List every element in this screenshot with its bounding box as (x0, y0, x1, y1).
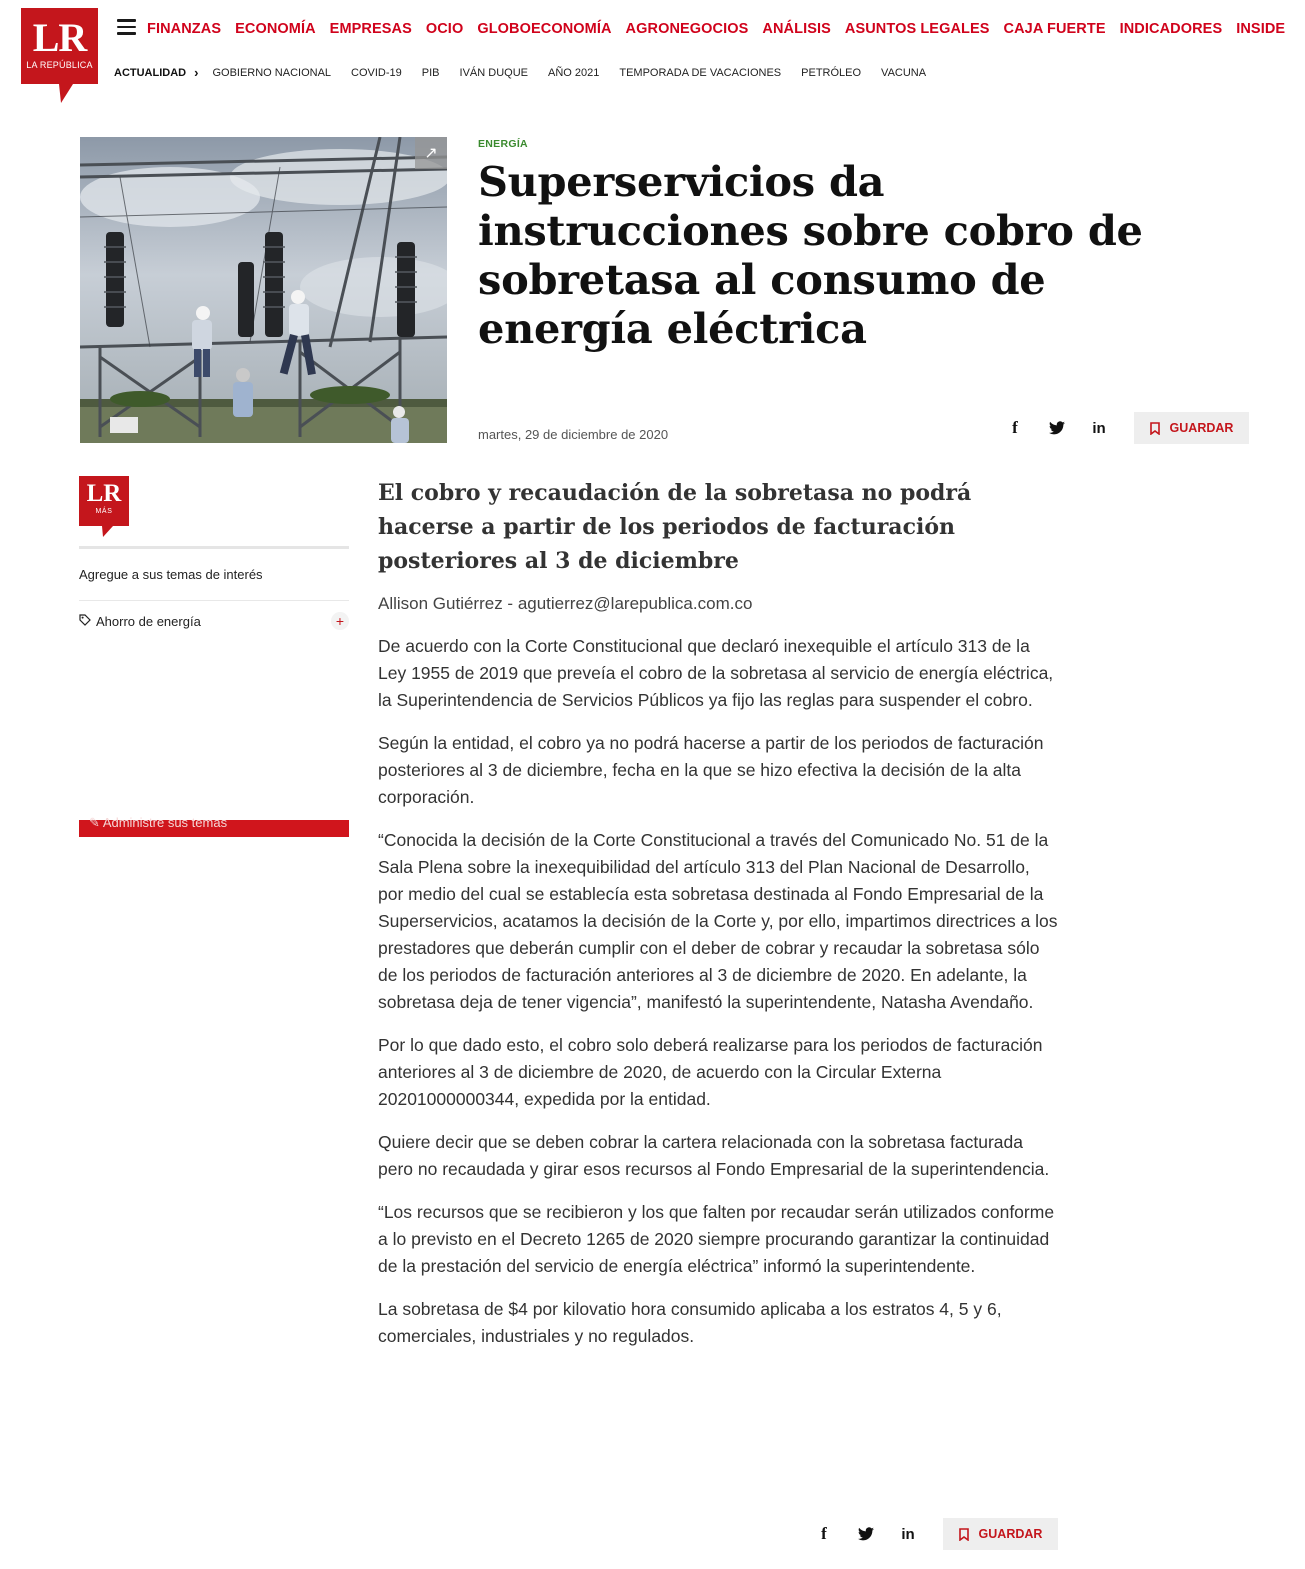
logo-subtitle: LA REPÚBLICA (26, 60, 93, 70)
main-nav (147, 21, 1299, 37)
trending-label: ACTUALIDAD (114, 66, 187, 79)
facebook-icon[interactable]: f (1012, 418, 1018, 437)
nav-globoeconomia[interactable]: GLOBOECONOMÍA (477, 21, 612, 37)
nav-agronegocios[interactable]: AGRONEGOCIOS (625, 21, 749, 37)
nav-asuntos-legales[interactable]: ASUNTOS LEGALES (844, 21, 990, 37)
expand-image-button[interactable] (415, 137, 447, 169)
logo-text: LR (32, 15, 87, 60)
trending-item[interactable]: IVÁN DUQUE (459, 66, 528, 79)
article-paragraph: Por lo que dado esto, el cobro solo deberá realizarse para los periodos de facturación anteriores al 3 de diciembre de 2020, de acuerdo con la Circular Externa 20201000000344, expedida por la entidad. (378, 1035, 1043, 1109)
pencil-icon: ✎ (89, 815, 100, 830)
twitter-icon[interactable] (856, 1524, 876, 1544)
tag-icon (79, 614, 91, 629)
share-bar-bottom (814, 1518, 1058, 1550)
lr-mas-logo[interactable] (79, 476, 129, 538)
chevron-right-icon: › (194, 65, 199, 80)
lr-mas-subtitle: MÁS (95, 508, 113, 515)
nav-economia[interactable]: ECONOMÍA (235, 21, 316, 37)
article-body (378, 633, 1058, 1366)
arrow-expand-icon: ↗ (424, 145, 438, 162)
topic-item (79, 612, 349, 630)
trending-nav (114, 65, 946, 80)
add-topic-button[interactable]: + (331, 612, 349, 630)
topic-label: Ahorro de energía (96, 613, 201, 629)
trending-item[interactable]: COVID-19 (351, 66, 402, 79)
article-paragraph: De acuerdo con la Corte Constitucional que declaró inexequible el artículo 313 de la Ley 1955 de 2019 que preveía el cobro de la sobretasa al servicio de energía eléctrica, la Superintendencia de Servicios Públicos ya fijo las reglas para suspender el cobro. (378, 636, 1054, 710)
article-byline: Allison Gutiérrez - agutierrez@larepublica.com.co (378, 594, 753, 613)
sidebar-separator (79, 600, 349, 601)
site-logo[interactable] (21, 8, 98, 104)
manage-topics-label: Administre sus temas (102, 815, 228, 830)
article-paragraph: La sobretasa de $4 por kilovatio hora consumido aplicaba a los estratos 4, 5 y 6, comerciales, industriales y no regulados. (378, 1299, 1002, 1346)
article-paragraph: Quiere decir que se deben cobrar la cartera relacionada con la sobretasa facturada pero no recaudada y girar esos recursos al Fondo Empresarial de la superintendencia. (378, 1132, 1050, 1179)
nav-ocio[interactable]: OCIO (425, 21, 464, 37)
save-label: GUARDAR (978, 1527, 1043, 1541)
article-paragraph: “Conocida la decisión de la Corte Constitucional a través del Comunicado No. 51 de la Sala Plena sobre la inexequibilidad del artículo 313 del Plan Nacional de Desarrollo, por medio del cual se establecía esta sobretasa destinada al Fondo Empresarial de la Superservicios, acatamos la decisión de la Corte y, por ello, impartimos directrices a los prestadores que deberán cumplir con el deber de cobrar y recaudar la sobretasa sólo de los periodos de facturación anteriores al 3 de diciembre de 2020. En adelante, la sobretasa deja de tener vigencia”, manifestó la superintendente, Natasha Avendaño. (378, 830, 1058, 1012)
nav-indicadores[interactable]: INDICADORES (1119, 21, 1223, 37)
nav-analisis[interactable]: ANÁLISIS (762, 21, 831, 37)
facebook-icon[interactable]: f (821, 1524, 827, 1543)
trending-item[interactable]: AÑO 2021 (547, 66, 600, 79)
trending-item[interactable]: PETRÓLEO (801, 66, 862, 79)
twitter-icon[interactable] (1047, 418, 1067, 438)
bookmark-icon (959, 1528, 969, 1541)
section-tag[interactable]: ENERGÍA (478, 138, 528, 150)
trending-item[interactable]: TEMPORADA DE VACACIONES (619, 66, 782, 79)
article-title: Superservicios da instrucciones sobre cobro de sobretasa al consumo de energía eléctrica (478, 157, 1143, 353)
trending-item[interactable]: VACUNA (881, 66, 927, 79)
save-label: GUARDAR (1169, 421, 1234, 435)
nav-empresas[interactable]: EMPRESAS (329, 21, 412, 37)
save-button[interactable] (1134, 412, 1249, 444)
article-photo[interactable] (80, 137, 447, 443)
share-bar-top (1005, 412, 1249, 444)
menu-icon[interactable] (117, 19, 136, 35)
nav-finanzas[interactable]: FINANZAS (147, 21, 222, 37)
article-lede: El cobro y recaudación de la sobretasa no podrá hacerse a partir de los periodos de facturación posteriores al 3 de diciembre (378, 480, 972, 574)
article-paragraph: Según la entidad, el cobro ya no podrá hacerse a partir de los periodos de facturación posteriores al 3 de diciembre, fecha en la que se hizo efectiva la decisión de la alta corporación. (378, 733, 1044, 807)
bookmark-icon (1150, 422, 1160, 435)
save-button[interactable] (943, 1518, 1058, 1550)
sidebar-divider (79, 546, 349, 549)
article-date: martes, 29 de diciembre de 2020 (478, 427, 669, 442)
linkedin-icon[interactable]: in (1092, 419, 1106, 437)
interests-prompt: Agregue a sus temas de interés (79, 567, 263, 582)
trending-item[interactable]: GOBIERNO NACIONAL (212, 66, 332, 79)
manage-topics-button[interactable] (79, 815, 349, 837)
lr-mas-text: LR (86, 480, 122, 507)
trending-item[interactable]: PIB (421, 66, 440, 79)
article-paragraph: “Los recursos que se recibieron y los que falten por recaudar serán utilizados conforme a lo previsto en el Decreto 1265 de 2020 siempre procurando garantizar la continuidad de la prestación del servicio de energía eléctrica” informó la superintendente. (378, 1202, 1055, 1276)
nav-inside[interactable]: INSIDE (1236, 21, 1286, 37)
nav-caja-fuerte[interactable]: CAJA FUERTE (1003, 21, 1106, 37)
linkedin-icon[interactable]: in (901, 1525, 915, 1543)
